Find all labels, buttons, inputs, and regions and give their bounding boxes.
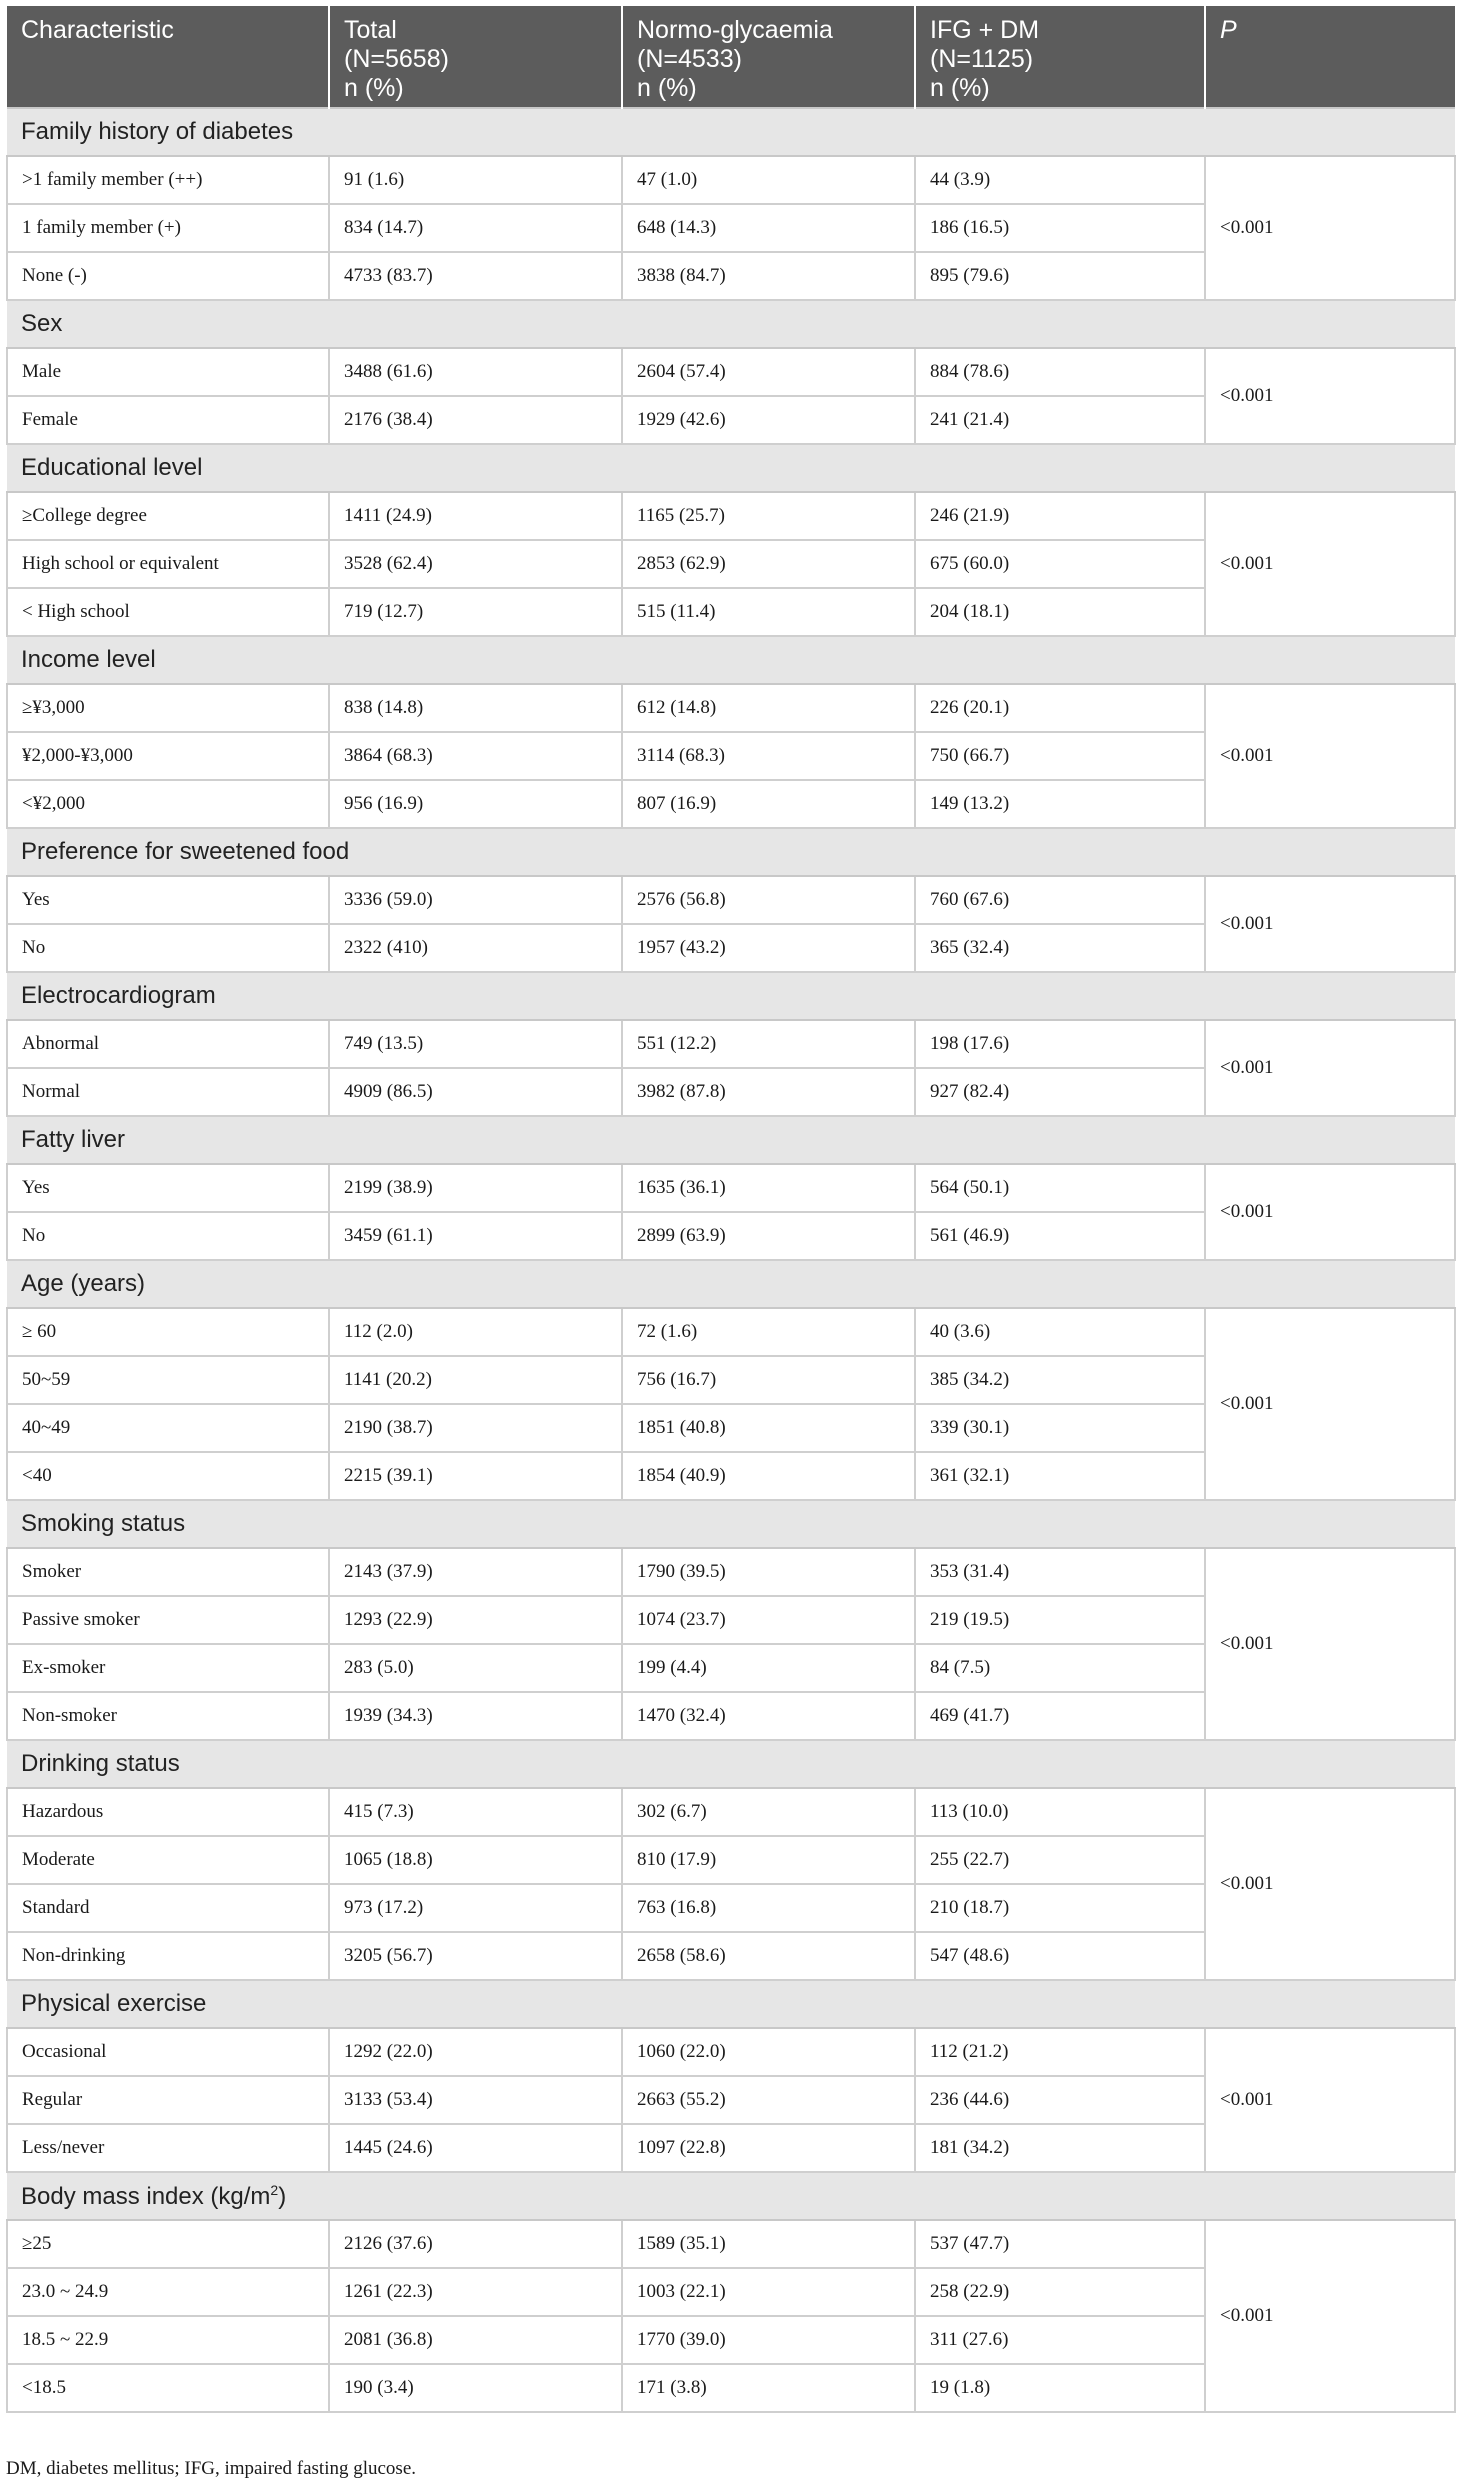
data-cell: 2215 (39.1) (329, 1452, 622, 1500)
data-cell: 4733 (83.7) (329, 252, 622, 300)
data-cell: 973 (17.2) (329, 1884, 622, 1932)
section-title-text: Preference for sweetened food (21, 838, 350, 865)
p-value-cell: <0.001 (1205, 876, 1455, 972)
data-cell: 186 (16.5) (915, 204, 1205, 252)
data-cell: 3982 (87.8) (622, 1068, 915, 1116)
data-cell: 210 (18.7) (915, 1884, 1205, 1932)
header-line: Characteristic (21, 16, 174, 44)
data-cell: 1790 (39.5) (622, 1548, 915, 1596)
data-cell: 2190 (38.7) (329, 1404, 622, 1452)
section-row (7, 1980, 1455, 2028)
p-value-cell: <0.001 (1205, 348, 1455, 444)
section-title (7, 1980, 1455, 2028)
row-label: ≥¥3,000 (7, 684, 329, 732)
row-label: <¥2,000 (7, 780, 329, 828)
p-value-cell: <0.001 (1205, 2220, 1455, 2412)
section-title-text: Age (years) (21, 1270, 146, 1297)
row-label: Moderate (7, 1836, 329, 1884)
data-cell: 1851 (40.8) (622, 1404, 915, 1452)
data-cell: 112 (21.2) (915, 2028, 1205, 2076)
table-row (7, 2220, 1455, 2268)
header-line: IFG + DM (930, 16, 1040, 44)
data-cell: 564 (50.1) (915, 1164, 1205, 1212)
section-title (7, 636, 1455, 684)
data-cell: 2143 (37.9) (329, 1548, 622, 1596)
section-title (7, 2172, 1455, 2220)
data-cell: 112 (2.0) (329, 1308, 622, 1356)
data-cell: 385 (34.2) (915, 1356, 1205, 1404)
data-cell: 2899 (63.9) (622, 1212, 915, 1260)
table-row (7, 876, 1455, 924)
section-title-text: Physical exercise (21, 1990, 207, 2017)
data-cell: 236 (44.6) (915, 2076, 1205, 2124)
data-cell: 675 (60.0) (915, 540, 1205, 588)
section-title (7, 108, 1455, 156)
header-row (7, 6, 1455, 108)
data-cell: 760 (67.6) (915, 876, 1205, 924)
data-cell: 895 (79.6) (915, 252, 1205, 300)
data-cell: 648 (14.3) (622, 204, 915, 252)
p-value-cell: <0.001 (1205, 492, 1455, 636)
section-title (7, 972, 1455, 1020)
data-cell: 749 (13.5) (329, 1020, 622, 1068)
section-row (7, 1260, 1455, 1308)
data-cell: 1939 (34.3) (329, 1692, 622, 1740)
data-cell: 19 (1.8) (915, 2364, 1205, 2412)
data-cell: 1293 (22.9) (329, 1596, 622, 1644)
data-cell: 241 (21.4) (915, 396, 1205, 444)
data-cell: 219 (19.5) (915, 1596, 1205, 1644)
section-row (7, 444, 1455, 492)
section-title (7, 1260, 1455, 1308)
data-cell: 1770 (39.0) (622, 2316, 915, 2364)
header-line: P (1220, 16, 1237, 44)
section-title-text: Income level (21, 646, 156, 673)
section-title-text: Educational level (21, 454, 203, 481)
table-row (7, 492, 1455, 540)
data-cell: 246 (21.9) (915, 492, 1205, 540)
section-row (7, 1116, 1455, 1164)
data-cell: 1635 (36.1) (622, 1164, 915, 1212)
data-cell: 3114 (68.3) (622, 732, 915, 780)
section-title (7, 1116, 1455, 1164)
data-cell: 551 (12.2) (622, 1020, 915, 1068)
row-label: No (7, 1212, 329, 1260)
data-cell: 515 (11.4) (622, 588, 915, 636)
row-label: Smoker (7, 1548, 329, 1596)
header-line: (N=1125) (930, 45, 1034, 73)
p-value-cell: <0.001 (1205, 1308, 1455, 1500)
data-cell: 1165 (25.7) (622, 492, 915, 540)
section-title-text: Smoking status (21, 1510, 186, 1537)
data-cell: 956 (16.9) (329, 780, 622, 828)
header-line: Total (344, 16, 397, 44)
header-line: (N=5658) (344, 45, 449, 73)
row-label: 18.5 ~ 22.9 (7, 2316, 329, 2364)
data-cell: 1470 (32.4) (622, 1692, 915, 1740)
row-label: ≥ 60 (7, 1308, 329, 1356)
data-cell: 353 (31.4) (915, 1548, 1205, 1596)
header-characteristic (7, 6, 329, 108)
data-cell: 40 (3.6) (915, 1308, 1205, 1356)
header-p-value (1205, 6, 1455, 108)
header-ifg-dm (915, 6, 1205, 108)
data-cell: 810 (17.9) (622, 1836, 915, 1884)
data-cell: 339 (30.1) (915, 1404, 1205, 1452)
row-label: 1 family member (+) (7, 204, 329, 252)
data-cell: 1445 (24.6) (329, 2124, 622, 2172)
p-value-cell: <0.001 (1205, 1164, 1455, 1260)
data-cell: 834 (14.7) (329, 204, 622, 252)
characteristics-table (6, 6, 1456, 2413)
data-cell: 2199 (38.9) (329, 1164, 622, 1212)
row-label: None (-) (7, 252, 329, 300)
data-cell: 255 (22.7) (915, 1836, 1205, 1884)
data-cell: 1854 (40.9) (622, 1452, 915, 1500)
data-cell: 113 (10.0) (915, 1788, 1205, 1836)
row-label: <40 (7, 1452, 329, 1500)
row-label: Non-drinking (7, 1932, 329, 1980)
data-cell: 204 (18.1) (915, 588, 1205, 636)
data-cell: 838 (14.8) (329, 684, 622, 732)
section-title-superscript: 2 (270, 2181, 279, 2198)
data-cell: 2658 (58.6) (622, 1932, 915, 1980)
row-label: Abnormal (7, 1020, 329, 1068)
data-cell: 198 (17.6) (915, 1020, 1205, 1068)
table-header (7, 6, 1455, 108)
p-value-cell: <0.001 (1205, 1548, 1455, 1740)
row-label: Normal (7, 1068, 329, 1116)
row-label: 40~49 (7, 1404, 329, 1452)
row-label: Standard (7, 1884, 329, 1932)
data-cell: 1589 (35.1) (622, 2220, 915, 2268)
data-cell: 2604 (57.4) (622, 348, 915, 396)
data-cell: 181 (34.2) (915, 2124, 1205, 2172)
data-cell: 3528 (62.4) (329, 540, 622, 588)
p-value-cell: <0.001 (1205, 684, 1455, 828)
data-cell: 361 (32.1) (915, 1452, 1205, 1500)
table-row (7, 1788, 1455, 1836)
row-label: Yes (7, 876, 329, 924)
data-cell: 884 (78.6) (915, 348, 1205, 396)
data-cell: 2663 (55.2) (622, 2076, 915, 2124)
header-normoglycaemia (622, 6, 915, 108)
data-cell: 763 (16.8) (622, 1884, 915, 1932)
table-row (7, 1548, 1455, 1596)
p-value-cell: <0.001 (1205, 1020, 1455, 1116)
section-row (7, 2172, 1455, 2220)
table-row (7, 156, 1455, 204)
data-cell: 72 (1.6) (622, 1308, 915, 1356)
data-cell: 199 (4.4) (622, 1644, 915, 1692)
data-cell: 750 (66.7) (915, 732, 1205, 780)
data-cell: 537 (47.7) (915, 2220, 1205, 2268)
header-line: (N=4533) (637, 45, 742, 73)
data-cell: 1261 (22.3) (329, 2268, 622, 2316)
header-line: n (%) (930, 74, 990, 102)
header-line: n (%) (344, 74, 404, 102)
data-cell: 91 (1.6) (329, 156, 622, 204)
data-cell: 3488 (61.6) (329, 348, 622, 396)
row-label: Regular (7, 2076, 329, 2124)
section-title-text: Electrocardiogram (21, 982, 216, 1009)
section-row (7, 972, 1455, 1020)
row-label: Yes (7, 1164, 329, 1212)
section-row (7, 300, 1455, 348)
row-label: <18.5 (7, 2364, 329, 2412)
data-cell: 171 (3.8) (622, 2364, 915, 2412)
table-row (7, 1164, 1455, 1212)
data-cell: 3864 (68.3) (329, 732, 622, 780)
section-title-text: Body mass index (kg/m (21, 2182, 271, 2210)
row-label: No (7, 924, 329, 972)
data-cell: 302 (6.7) (622, 1788, 915, 1836)
data-cell: 2176 (38.4) (329, 396, 622, 444)
section-title-text: Sex (21, 310, 63, 337)
section-title (7, 1740, 1455, 1788)
section-title (7, 828, 1455, 876)
data-cell: 1929 (42.6) (622, 396, 915, 444)
section-row (7, 828, 1455, 876)
row-label: >1 family member (++) (7, 156, 329, 204)
table-row (7, 2028, 1455, 2076)
section-row (7, 108, 1455, 156)
data-cell: 84 (7.5) (915, 1644, 1205, 1692)
data-cell: 1957 (43.2) (622, 924, 915, 972)
data-cell: 365 (32.4) (915, 924, 1205, 972)
data-cell: 2081 (36.8) (329, 2316, 622, 2364)
data-cell: 756 (16.7) (622, 1356, 915, 1404)
row-label: 50~59 (7, 1356, 329, 1404)
data-cell: 1411 (24.9) (329, 492, 622, 540)
row-label: High school or equivalent (7, 540, 329, 588)
data-cell: 469 (41.7) (915, 1692, 1205, 1740)
data-cell: 190 (3.4) (329, 2364, 622, 2412)
section-title (7, 444, 1455, 492)
p-value-cell: <0.001 (1205, 156, 1455, 300)
data-cell: 258 (22.9) (915, 2268, 1205, 2316)
data-cell: 3205 (56.7) (329, 1932, 622, 1980)
header-total (329, 6, 622, 108)
table-row (7, 684, 1455, 732)
section-title-suffix: ) (278, 2182, 287, 2210)
section-title (7, 300, 1455, 348)
p-value-cell: <0.001 (1205, 1788, 1455, 1980)
data-cell: 1074 (23.7) (622, 1596, 915, 1644)
p-value-cell: <0.001 (1205, 2028, 1455, 2172)
data-cell: 719 (12.7) (329, 588, 622, 636)
row-label: Female (7, 396, 329, 444)
data-cell: 1292 (22.0) (329, 2028, 622, 2076)
data-cell: 807 (16.9) (622, 780, 915, 828)
table-row (7, 1020, 1455, 1068)
row-label: Ex-smoker (7, 1644, 329, 1692)
row-label: 23.0 ~ 24.9 (7, 2268, 329, 2316)
data-cell: 1065 (18.8) (329, 1836, 622, 1884)
row-label: ¥2,000-¥3,000 (7, 732, 329, 780)
data-cell: 415 (7.3) (329, 1788, 622, 1836)
data-cell: 547 (48.6) (915, 1932, 1205, 1980)
data-cell: 3133 (53.4) (329, 2076, 622, 2124)
data-cell: 612 (14.8) (622, 684, 915, 732)
data-cell: 311 (27.6) (915, 2316, 1205, 2364)
section-title (7, 1500, 1455, 1548)
data-cell: 2322 (410) (329, 924, 622, 972)
section-title-text: Family history of diabetes (21, 118, 294, 145)
row-label: Less/never (7, 2124, 329, 2172)
data-cell: 1003 (22.1) (622, 2268, 915, 2316)
data-cell: 226 (20.1) (915, 684, 1205, 732)
data-cell: 4909 (86.5) (329, 1068, 622, 1116)
data-cell: 1060 (22.0) (622, 2028, 915, 2076)
table-row (7, 348, 1455, 396)
table-body (7, 108, 1455, 2412)
data-cell: 1141 (20.2) (329, 1356, 622, 1404)
row-label: ≥25 (7, 2220, 329, 2268)
data-cell: 927 (82.4) (915, 1068, 1205, 1116)
header-line: n (%) (637, 74, 697, 102)
table-footnote: DM, diabetes mellitus; IFG, impaired fasting glucose. (6, 2458, 417, 2479)
data-cell: 283 (5.0) (329, 1644, 622, 1692)
data-cell: 561 (46.9) (915, 1212, 1205, 1260)
row-label: Hazardous (7, 1788, 329, 1836)
section-title-text: Fatty liver (21, 1126, 126, 1153)
data-cell: 3459 (61.1) (329, 1212, 622, 1260)
table-row (7, 1308, 1455, 1356)
section-row (7, 636, 1455, 684)
section-row (7, 1740, 1455, 1788)
data-cell: 47 (1.0) (622, 156, 915, 204)
section-row (7, 1500, 1455, 1548)
data-cell: 2126 (37.6) (329, 2220, 622, 2268)
data-cell: 2853 (62.9) (622, 540, 915, 588)
data-cell: 1097 (22.8) (622, 2124, 915, 2172)
data-cell: 3336 (59.0) (329, 876, 622, 924)
section-title-text: Drinking status (21, 1750, 180, 1777)
row-label: < High school (7, 588, 329, 636)
row-label: Passive smoker (7, 1596, 329, 1644)
row-label: Non-smoker (7, 1692, 329, 1740)
header-line: Normo-glycaemia (637, 16, 833, 44)
data-cell: 2576 (56.8) (622, 876, 915, 924)
table-container (6, 6, 1454, 2413)
data-cell: 149 (13.2) (915, 780, 1205, 828)
row-label: Occasional (7, 2028, 329, 2076)
row-label: ≥College degree (7, 492, 329, 540)
data-cell: 3838 (84.7) (622, 252, 915, 300)
row-label: Male (7, 348, 329, 396)
data-cell: 44 (3.9) (915, 156, 1205, 204)
